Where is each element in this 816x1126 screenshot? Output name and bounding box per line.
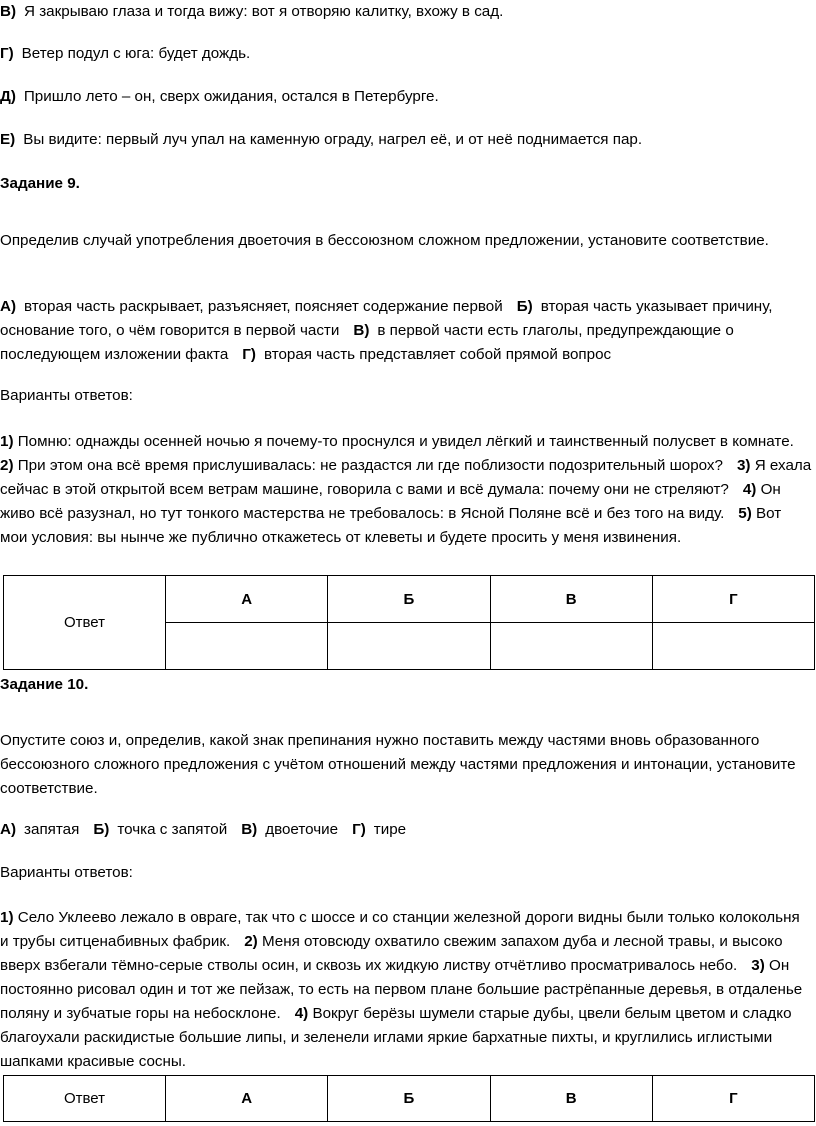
task9-variants: 1) Помню: однажды осенней ночью я почему-то проснулся и увидел лёгкий и таинственный полусвет в комнате.2) При этом она всё время прислушивалась: не раздастся ли где поблизости подозрительный шорох? 3) Я ехала сейчас в этой открытой всем ветрам машине, говорила с вами и всё думала: почему они не стреляют? 4) Он живо всё разузнал, но тут тонкого мастерства не требовалось: в Ясной Поляне всё и без того на виду. 5) Вот мои условия: вы нынче же публично откажетесь от клеветы и будете просить у меня извинения.: [0, 433, 812, 546]
answer-label: Ответ: [4, 1076, 166, 1122]
column-header-a: А: [166, 576, 328, 623]
column-header-v: В: [490, 576, 652, 623]
task9-answer-table: [3, 575, 815, 670]
task9-options: А) вторая часть раскрывает, разъясняет, поясняет содержание первой Б) вторая часть указывает причину, основание того, о чём говорится в первой части В) в первой части есть глаголы, предупреждающие о последующем изложении факта Г) вторая часть представляет собой прямой вопрос: [0, 298, 773, 363]
task10-variants: 1) Село Уклеево лежало в овраге, так что с шоссе и со станции железной дороги видны были только колокольня и трубы ситценабивных фабрик. 2) Меня отовсюду охватило свежим запахом дуба и лесной травы, и высоко вверх взбегали тёмно-серые стволы осин, и сквозь их жидкую листву отчётливо просматривалось небо. 3) Он постоянно рисовал один и тот же пейзаж, то есть на первом плане большие растрёпанные деревья, в отдаленье поляну и зубчатые горы на небосклоне. 4) Вокруг берёзы шумели старые дубы, цвели белым цветом и сладко благоухали раскидистые большие липы, и зеленели иглами яркие бархатные пихты, и круглились иглистыми шапками красивые сосны.: [0, 909, 803, 1070]
task9-instruction: Определив случай употребления двоеточия в бессоюзном сложном предложении, установите соответствие.: [0, 232, 769, 249]
task10-answer-table: [3, 1075, 815, 1122]
column-header-g: Г: [652, 1076, 814, 1122]
answer-cell-v[interactable]: [490, 623, 652, 670]
prev-option-g: Г) Ветер подул с юга: будет дождь.: [0, 45, 251, 62]
task10-options: А) запятая Б) точка с запятой В) двоеточие Г) тире: [0, 821, 407, 838]
task9-title: Задание 9.: [0, 175, 80, 192]
prev-option-e: Е) Вы видите: первый луч упал на каменную ограду, нагрел её, и от неё поднимается пар.: [0, 131, 643, 148]
task10-title: Задание 10.: [0, 676, 89, 693]
column-header-g: Г: [652, 576, 814, 623]
column-header-b: Б: [328, 576, 490, 623]
answer-cell-g[interactable]: [652, 623, 814, 670]
prev-option-d: Д) Пришло лето – он, сверх ожидания, остался в Петербурге.: [0, 88, 439, 105]
column-header-a: А: [166, 1076, 328, 1122]
answer-label: Ответ: [4, 576, 166, 670]
column-header-b: Б: [328, 1076, 490, 1122]
column-header-v: В: [490, 1076, 652, 1122]
prev-option-v: В) Я закрываю глаза и тогда вижу: вот я отворяю калитку, вхожу в сад.: [0, 3, 504, 20]
task10-instruction: Опустите союз и, определив, какой знак препинания нужно поставить между частями вновь образованного бессоюзного сложного предложения с учётом отношений между частями предложения и интонации, установите соответствие.: [0, 732, 796, 797]
answer-cell-b[interactable]: [328, 623, 490, 670]
task10-variants-label: Варианты ответов:: [0, 864, 133, 881]
answer-cell-a[interactable]: [166, 623, 328, 670]
task9-variants-label: Варианты ответов:: [0, 387, 133, 404]
